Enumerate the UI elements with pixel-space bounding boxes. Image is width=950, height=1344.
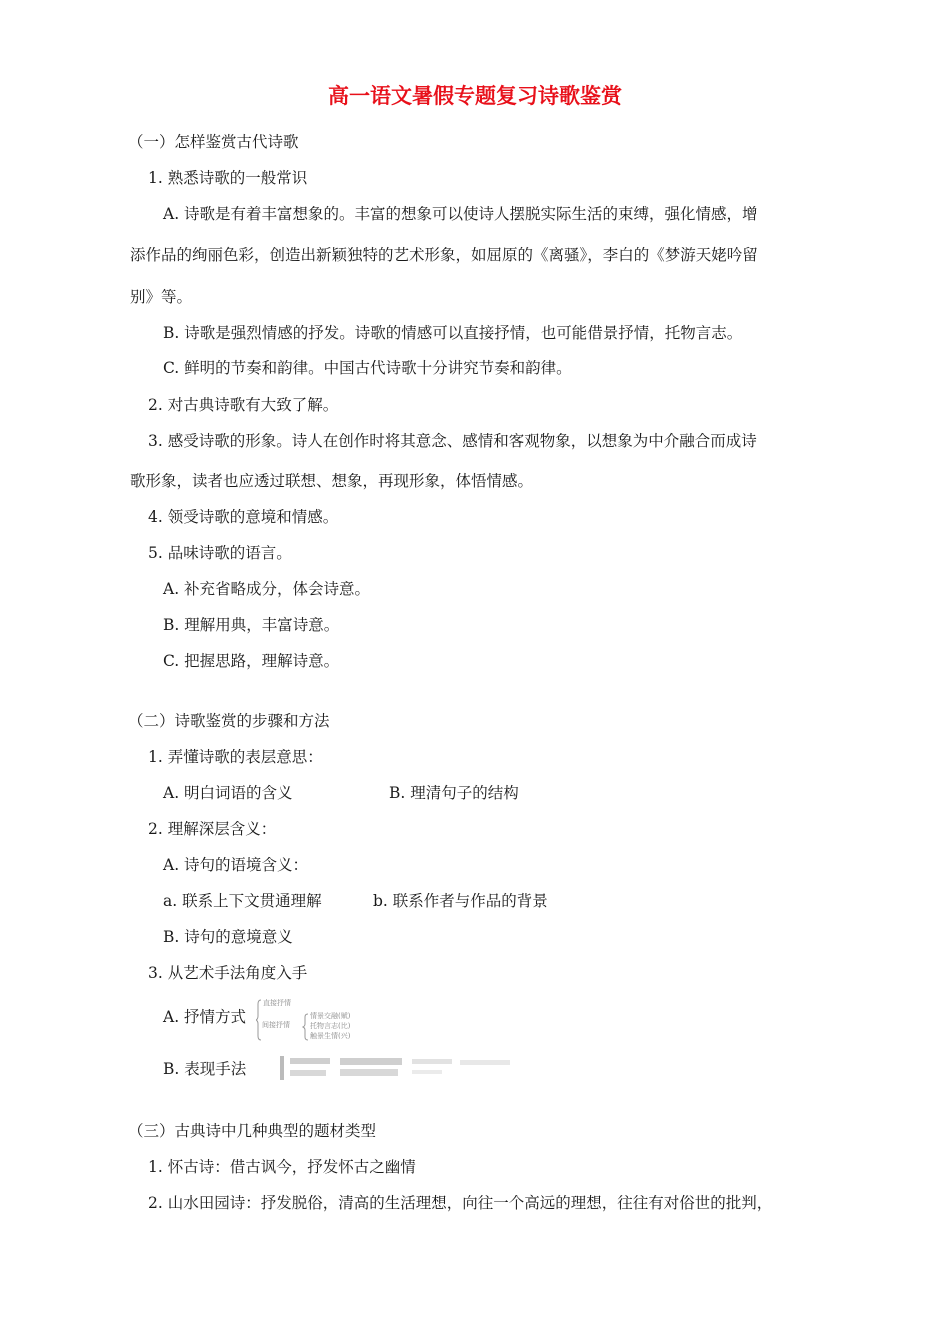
diagram-indirect: 间接抒情: [262, 1021, 290, 1029]
s2-item1: 1. 弄懂诗歌的表层意思：: [148, 748, 323, 766]
diagram-sub1: 情景交融(赋): [310, 1012, 351, 1020]
section1-heading: （一）怎样鉴赏古代诗歌: [128, 133, 299, 151]
method-figure: [280, 1054, 520, 1082]
s1-item1A-line3: 别》等。: [130, 288, 193, 306]
s2-item2a: a. 联系上下文贯通理解: [163, 892, 322, 910]
diagram-sub3: 触景生情(兴): [310, 1032, 351, 1040]
s2-item2B: B. 诗句的意境意义: [163, 928, 293, 946]
s1-item3-line1: 3. 感受诗歌的形象。诗人在创作时将其意念、感情和客观物象，以想象为中介融合而成诗: [148, 432, 757, 450]
diagram-direct: 直接抒情: [263, 999, 291, 1007]
s3-item2: 2. 山水田园诗：抒发脱俗，清高的生活理想，向往一个高远的理想，往往有对俗世的批判，: [148, 1194, 773, 1212]
s2-item2A: A. 诗句的语境含义：: [163, 856, 309, 874]
s2-item3B: B. 表现手法: [163, 1060, 247, 1078]
s1-item1: 1. 熟悉诗歌的一般常识: [148, 169, 308, 187]
s2-item2b: b. 联系作者与作品的背景: [373, 892, 548, 910]
s1-item2: 2. 对古典诗歌有大致了解。: [148, 396, 339, 414]
s3-item1: 1. 怀古诗：借古讽今，抒发怀古之幽情: [148, 1158, 416, 1176]
s2-item2: 2. 理解深层含义：: [148, 820, 277, 838]
s1-item4: 4. 领受诗歌的意境和情感。: [148, 508, 339, 526]
s1-item5C: C. 把握思路，理解诗意。: [163, 652, 340, 670]
section2-heading: （二）诗歌鉴赏的步骤和方法: [128, 712, 330, 730]
s2-item3A: A. 抒情方式: [163, 1008, 247, 1026]
section3-heading: （三）古典诗中几种典型的题材类型: [128, 1122, 377, 1140]
s2-item1A: A. 明白词语的含义: [163, 784, 293, 802]
s1-item1A-line2: 添作品的绚丽色彩，创造出新颖独特的艺术形象，如屈原的《离骚》，李白的《梦游天姥吟留: [130, 246, 758, 264]
s2-item3: 3. 从艺术手法角度入手: [148, 964, 308, 982]
s1-item5: 5. 品味诗歌的语言。: [148, 544, 292, 562]
s1-item3-line2: 歌形象，读者也应透过联想、想象，再现形象，体悟情感。: [130, 472, 534, 490]
s1-item1A-line1: A. 诗歌是有着丰富想象的。丰富的想象可以使诗人摆脱实际生活的束缚，强化情感，增: [163, 205, 758, 223]
s1-item1B: B. 诗歌是强烈情感的抒发。诗歌的情感可以直接抒情，也可能借景抒情，托物言志。: [163, 324, 743, 342]
page-title: 高一语文暑假专题复习诗歌鉴赏: [328, 84, 622, 108]
s2-item1B: B. 理清句子的结构: [389, 784, 519, 802]
s1-item1C: C. 鲜明的节奏和韵律。中国古代诗歌十分讲究节奏和韵律。: [163, 359, 572, 377]
s1-item5A: A. 补充省略成分，体会诗意。: [163, 580, 371, 598]
diagram-sub2: 托物言志(比): [310, 1022, 351, 1030]
s1-item5B: B. 理解用典，丰富诗意。: [163, 616, 340, 634]
